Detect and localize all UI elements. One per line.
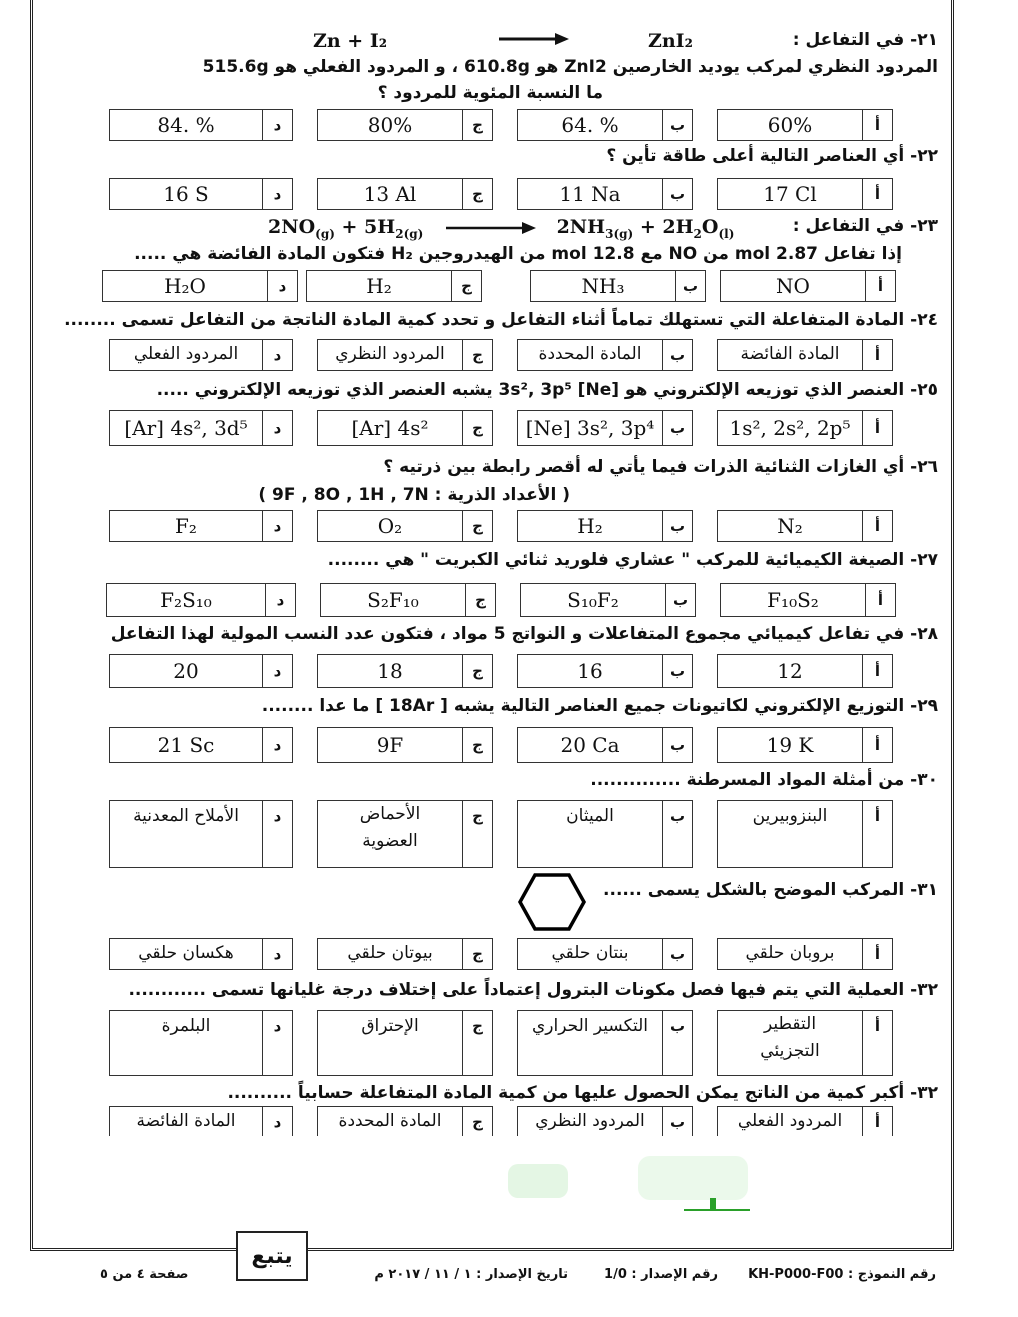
option-text: 19 K [766, 733, 814, 757]
q33-option-a[interactable] [717, 1106, 893, 1136]
q22-option-a[interactable] [717, 178, 893, 210]
q32-option-c[interactable] [317, 1010, 493, 1076]
option-letter: د [262, 1107, 292, 1136]
q23-option-c[interactable] [306, 270, 482, 302]
option-text: الميثان [566, 806, 614, 826]
option-letter: د [262, 1011, 292, 1075]
option-text: بنتان حلقي [551, 943, 629, 964]
q32-option-b[interactable] [517, 1010, 693, 1076]
option-text: 20 Ca [560, 733, 620, 757]
option-letter: ج [462, 939, 492, 969]
option-letter: ب [675, 271, 705, 301]
q25-label: ٢٥- العنصر الذي توزيعه الإلكتروني هو [Ne] 3s², 3p⁵ يشبه العنصر الذي توزيعه الإلكتروني ..... [156, 380, 938, 400]
q22-option-b[interactable] [517, 178, 693, 210]
q27-option-b[interactable] [520, 583, 696, 617]
q22-label: ٢٢- أي العناصر التالية أعلى طاقة تأين ؟ [606, 146, 938, 166]
q25-option-b[interactable] [517, 410, 693, 446]
option-letter: ج [462, 511, 492, 541]
q23-options [102, 270, 896, 302]
option-text: H₂ [366, 274, 392, 298]
option-letter: د [262, 511, 292, 541]
option-text: الأحماض العضوية [359, 804, 421, 852]
footer-form-code: رقم النموذج : KH-P000-F00 [748, 1267, 936, 1282]
q25-options [109, 410, 893, 446]
option-letter: ج [462, 1107, 492, 1136]
option-text: المادة المحددة [538, 344, 642, 365]
q21-line2: المردود النظري لمركب يوديد الخارصين ZnI2 هو 610.8g ، و المردود الفعلي هو 515.6g [202, 57, 938, 77]
option-text: [Ar] 4s² [351, 416, 429, 440]
option-text: S₁₀F₂ [567, 588, 619, 612]
option-text: O₂ [377, 514, 403, 538]
option-letter: أ [862, 655, 892, 687]
q27-option-a[interactable] [720, 583, 896, 617]
option-letter: ج [465, 584, 495, 616]
option-text: 60% [767, 113, 813, 137]
option-letter: د [262, 411, 292, 445]
q27-option-c[interactable] [320, 583, 496, 617]
option-text: هكسان حلقي [138, 943, 234, 964]
option-text: 1s², 2s², 2p⁵ [729, 416, 851, 440]
option-text: N₂ [777, 514, 803, 538]
option-letter: ب [665, 584, 695, 616]
option-letter: أ [865, 584, 895, 616]
q33-label: ٣٢- أكبر كمية من الناتج يمكن الحصول عليها من كمية المادة المتفاعلة حسابياً .......... [227, 1083, 938, 1103]
option-text: 20 [173, 659, 199, 683]
q30-option-b[interactable] [517, 800, 693, 868]
q26-option-b[interactable] [517, 510, 693, 542]
q29-option-d[interactable] [109, 727, 293, 763]
option-letter: ج [462, 801, 492, 867]
q33-options [109, 1106, 893, 1136]
q30-options [109, 800, 893, 868]
q28-options [109, 654, 893, 688]
q29-options [109, 727, 893, 763]
q26-label: ٢٦- أي الغازات الثنائية الذرات فيما يأتي له أقصر رابطة بين ذرتيه ؟ [383, 457, 938, 477]
q25-option-c[interactable] [317, 410, 493, 446]
q29-option-c[interactable] [317, 727, 493, 763]
option-text: H₂ [577, 514, 603, 538]
option-text: 16 [577, 659, 603, 683]
option-letter: ج [462, 411, 492, 445]
option-text: S₂F₁₀ [367, 588, 419, 612]
option-letter: ج [462, 655, 492, 687]
option-letter: أ [862, 1107, 892, 1136]
q23-option-a[interactable] [720, 270, 896, 302]
q26-line2: ( الأعداد الذرية : 9F , 8O , 1H , 7N ) [258, 485, 570, 505]
q33-option-b[interactable] [517, 1106, 693, 1136]
q32-label: ٣٢- العملية التي يتم فيها فصل مكونات البترول إعتماداً على إختلاف درجة غليانها تسمى ............ [128, 980, 938, 1000]
option-letter: ب [662, 801, 692, 867]
hexagon-ring-icon [518, 872, 586, 932]
option-letter: ب [662, 411, 692, 445]
option-text: البلمرة [161, 1016, 211, 1036]
q26-option-d[interactable] [109, 510, 293, 542]
q21-product: ZnI₂ [648, 30, 693, 52]
option-letter: ب [662, 1011, 692, 1075]
option-letter: ب [662, 110, 692, 140]
q33-option-c[interactable] [317, 1106, 493, 1136]
q24-label: ٢٤- المادة المتفاعلة التي تستهلك تماماً أثناء التفاعل و تحدد كمية المادة الناتجة من التفاعل تسمى ........ [64, 310, 938, 330]
q31-label: ٣١- المركب الموضح بالشكل يسمى ...... [603, 880, 938, 900]
q22-options [109, 178, 893, 210]
q30-option-a[interactable] [717, 800, 893, 868]
q28-option-b[interactable] [517, 654, 693, 688]
option-letter: ج [462, 110, 492, 140]
q32-option-d[interactable] [109, 1010, 293, 1076]
q23-label: ٢٣- في التفاعل : [792, 216, 938, 236]
option-text: NH₃ [581, 274, 625, 298]
reaction-arrow-icon [497, 32, 569, 46]
q27-label: ٢٧- الصيغة الكيميائية للمركب " عشاري فلوريد ثنائي الكبريت " هي ........ [327, 550, 938, 570]
option-text: التكسير الحراري [532, 1016, 648, 1036]
q30-option-d[interactable] [109, 800, 293, 868]
option-letter: ب [662, 939, 692, 969]
option-letter: أ [862, 1011, 892, 1075]
option-text: F₂ [175, 514, 197, 538]
q31-option-b[interactable] [517, 938, 693, 970]
option-letter: ب [662, 511, 692, 541]
q28-option-c[interactable] [317, 654, 493, 688]
option-letter: ب [662, 340, 692, 370]
q28-label: ٢٨- في تفاعل كيميائي مجموع المتفاعلات و النواتج 5 مواد ، فتكون عدد النسب المولية لهذا التفاعل [110, 624, 938, 644]
option-text: بروبان حلقي [745, 943, 835, 964]
q27-options [106, 583, 896, 617]
option-text: NO [776, 274, 810, 298]
footer-date: تاريخ الإصدار : ١ / ١١ / ٢٠١٧ م [374, 1267, 568, 1282]
option-letter: ج [451, 271, 481, 301]
option-text: الأملاح المعدنية [133, 806, 239, 826]
q28-option-a[interactable] [717, 654, 893, 688]
q27-option-d[interactable] [106, 583, 296, 617]
option-text: 84. % [157, 113, 215, 137]
option-letter: ب [662, 1107, 692, 1136]
option-text: 17 Cl [763, 182, 817, 206]
option-text: التقطير التجزيئي [760, 1014, 820, 1062]
option-letter: د [262, 340, 292, 370]
q31-option-c[interactable] [317, 938, 493, 970]
option-text: [Ar] 4s², 3d⁵ [124, 416, 248, 440]
option-text: F₁₀S₂ [767, 588, 819, 612]
option-letter: د [262, 801, 292, 867]
option-text: المردود الفعلي [737, 1110, 843, 1131]
q28-option-d[interactable] [109, 654, 293, 688]
watermark-logo [488, 1150, 768, 1216]
option-letter: أ [862, 411, 892, 445]
option-text: المردود النظري [535, 1110, 645, 1131]
continue-stamp: يتبع [236, 1231, 308, 1281]
q22-option-c[interactable] [317, 178, 493, 210]
option-text: 9F [376, 733, 404, 757]
q26-options [109, 510, 893, 542]
option-letter: ج [462, 1011, 492, 1075]
option-text: المردود النظري [335, 344, 445, 365]
option-letter: أ [862, 179, 892, 209]
option-letter: د [262, 655, 292, 687]
option-letter: أ [862, 110, 892, 140]
q21-reactant: Zn + I₂ [313, 30, 388, 52]
option-text: H₂O [164, 274, 206, 298]
option-text: الإحتراق [361, 1016, 419, 1036]
q31-option-d[interactable] [109, 938, 293, 970]
q24-options [109, 339, 893, 371]
option-text: 21 Sc [157, 733, 215, 757]
option-letter: ب [662, 655, 692, 687]
q21-options [109, 109, 893, 141]
option-text: المادة الفائضة [136, 1110, 236, 1131]
option-text: المردود الفعلي [133, 344, 239, 365]
option-letter: أ [862, 801, 892, 867]
option-letter: د [262, 179, 292, 209]
option-letter: د [262, 110, 292, 140]
q21-option-d[interactable] [109, 109, 293, 141]
q30-label: ٣٠- من أمثلة المواد المسرطنة .............. [590, 770, 938, 790]
footer-version: رقم الإصدار : 1/0 [604, 1267, 718, 1282]
option-letter: أ [865, 271, 895, 301]
option-text: [Ne] 3s², 3p⁴ [525, 416, 655, 440]
option-text: 18 [377, 659, 403, 683]
q21-label: ٢١- في التفاعل : [792, 30, 938, 50]
q31-option-a[interactable] [717, 938, 893, 970]
footer-page: صفحة ٤ من ٥ [100, 1267, 189, 1282]
q21-option-b[interactable] [517, 109, 693, 141]
q23-option-d[interactable] [102, 270, 298, 302]
option-text: 12 [777, 659, 803, 683]
option-letter: أ [862, 728, 892, 762]
q21-line3: ما النسبة المئوية للمردود ؟ [377, 83, 603, 103]
option-letter: أ [862, 340, 892, 370]
q31-options [109, 938, 893, 970]
option-text: 13 Al [363, 182, 417, 206]
q24-option-c[interactable] [317, 339, 493, 371]
option-letter: ب [662, 728, 692, 762]
option-letter: د [262, 939, 292, 969]
option-text: المادة المحددة [338, 1110, 442, 1131]
option-letter: أ [862, 511, 892, 541]
option-text: 16 S [163, 182, 209, 206]
q32-options [109, 1010, 893, 1076]
q33-option-d[interactable] [109, 1106, 293, 1136]
q22-option-d[interactable] [109, 178, 293, 210]
q24-option-a[interactable] [717, 339, 893, 371]
q23-line2: إذا تفاعل 2.87 mol من NO مع 12.8 mol من الهيدروجين H₂ فتكون المادة الفائضة هي ..... [134, 244, 902, 264]
option-text: 80% [367, 113, 413, 137]
option-letter: أ [862, 939, 892, 969]
q26-option-a[interactable] [717, 510, 893, 542]
q21-option-c[interactable] [317, 109, 493, 141]
option-letter: ج [462, 340, 492, 370]
q29-option-a[interactable] [717, 727, 893, 763]
option-letter: ج [462, 179, 492, 209]
option-text: بيوتان حلقي [347, 943, 433, 964]
q23-option-b[interactable] [530, 270, 706, 302]
option-text: البنزوبيرين [752, 806, 828, 826]
q32-option-a[interactable] [717, 1010, 893, 1076]
option-letter: د [265, 584, 295, 616]
option-letter: د [262, 728, 292, 762]
q25-option-a[interactable] [717, 410, 893, 446]
q29-option-b[interactable] [517, 727, 693, 763]
q24-option-b[interactable] [517, 339, 693, 371]
option-letter: ج [462, 728, 492, 762]
q29-label: ٢٩- التوزيع الإلكتروني لكاتيونات جميع العناصر التالية يشبه [ 18Ar ] ما عدا ........ [261, 696, 938, 716]
option-text: F₂S₁₀ [160, 588, 212, 612]
q23-equation: $2NO_{(g)} + 5H_{2(g)}$ $2NH_{3(g)} + 2H_2O_{(l)}$ [268, 216, 735, 241]
option-text: 11 Na [559, 182, 621, 206]
option-letter: ب [662, 179, 692, 209]
q26-option-c[interactable] [317, 510, 493, 542]
option-text: المادة الفائضة [740, 344, 840, 365]
q21-option-a[interactable] [717, 109, 893, 141]
q25-option-d[interactable] [109, 410, 293, 446]
q24-option-d[interactable] [109, 339, 293, 371]
reaction-arrow-icon [444, 221, 536, 235]
q30-option-c[interactable] [317, 800, 493, 868]
option-text: 64. % [561, 113, 619, 137]
option-letter: د [267, 271, 297, 301]
